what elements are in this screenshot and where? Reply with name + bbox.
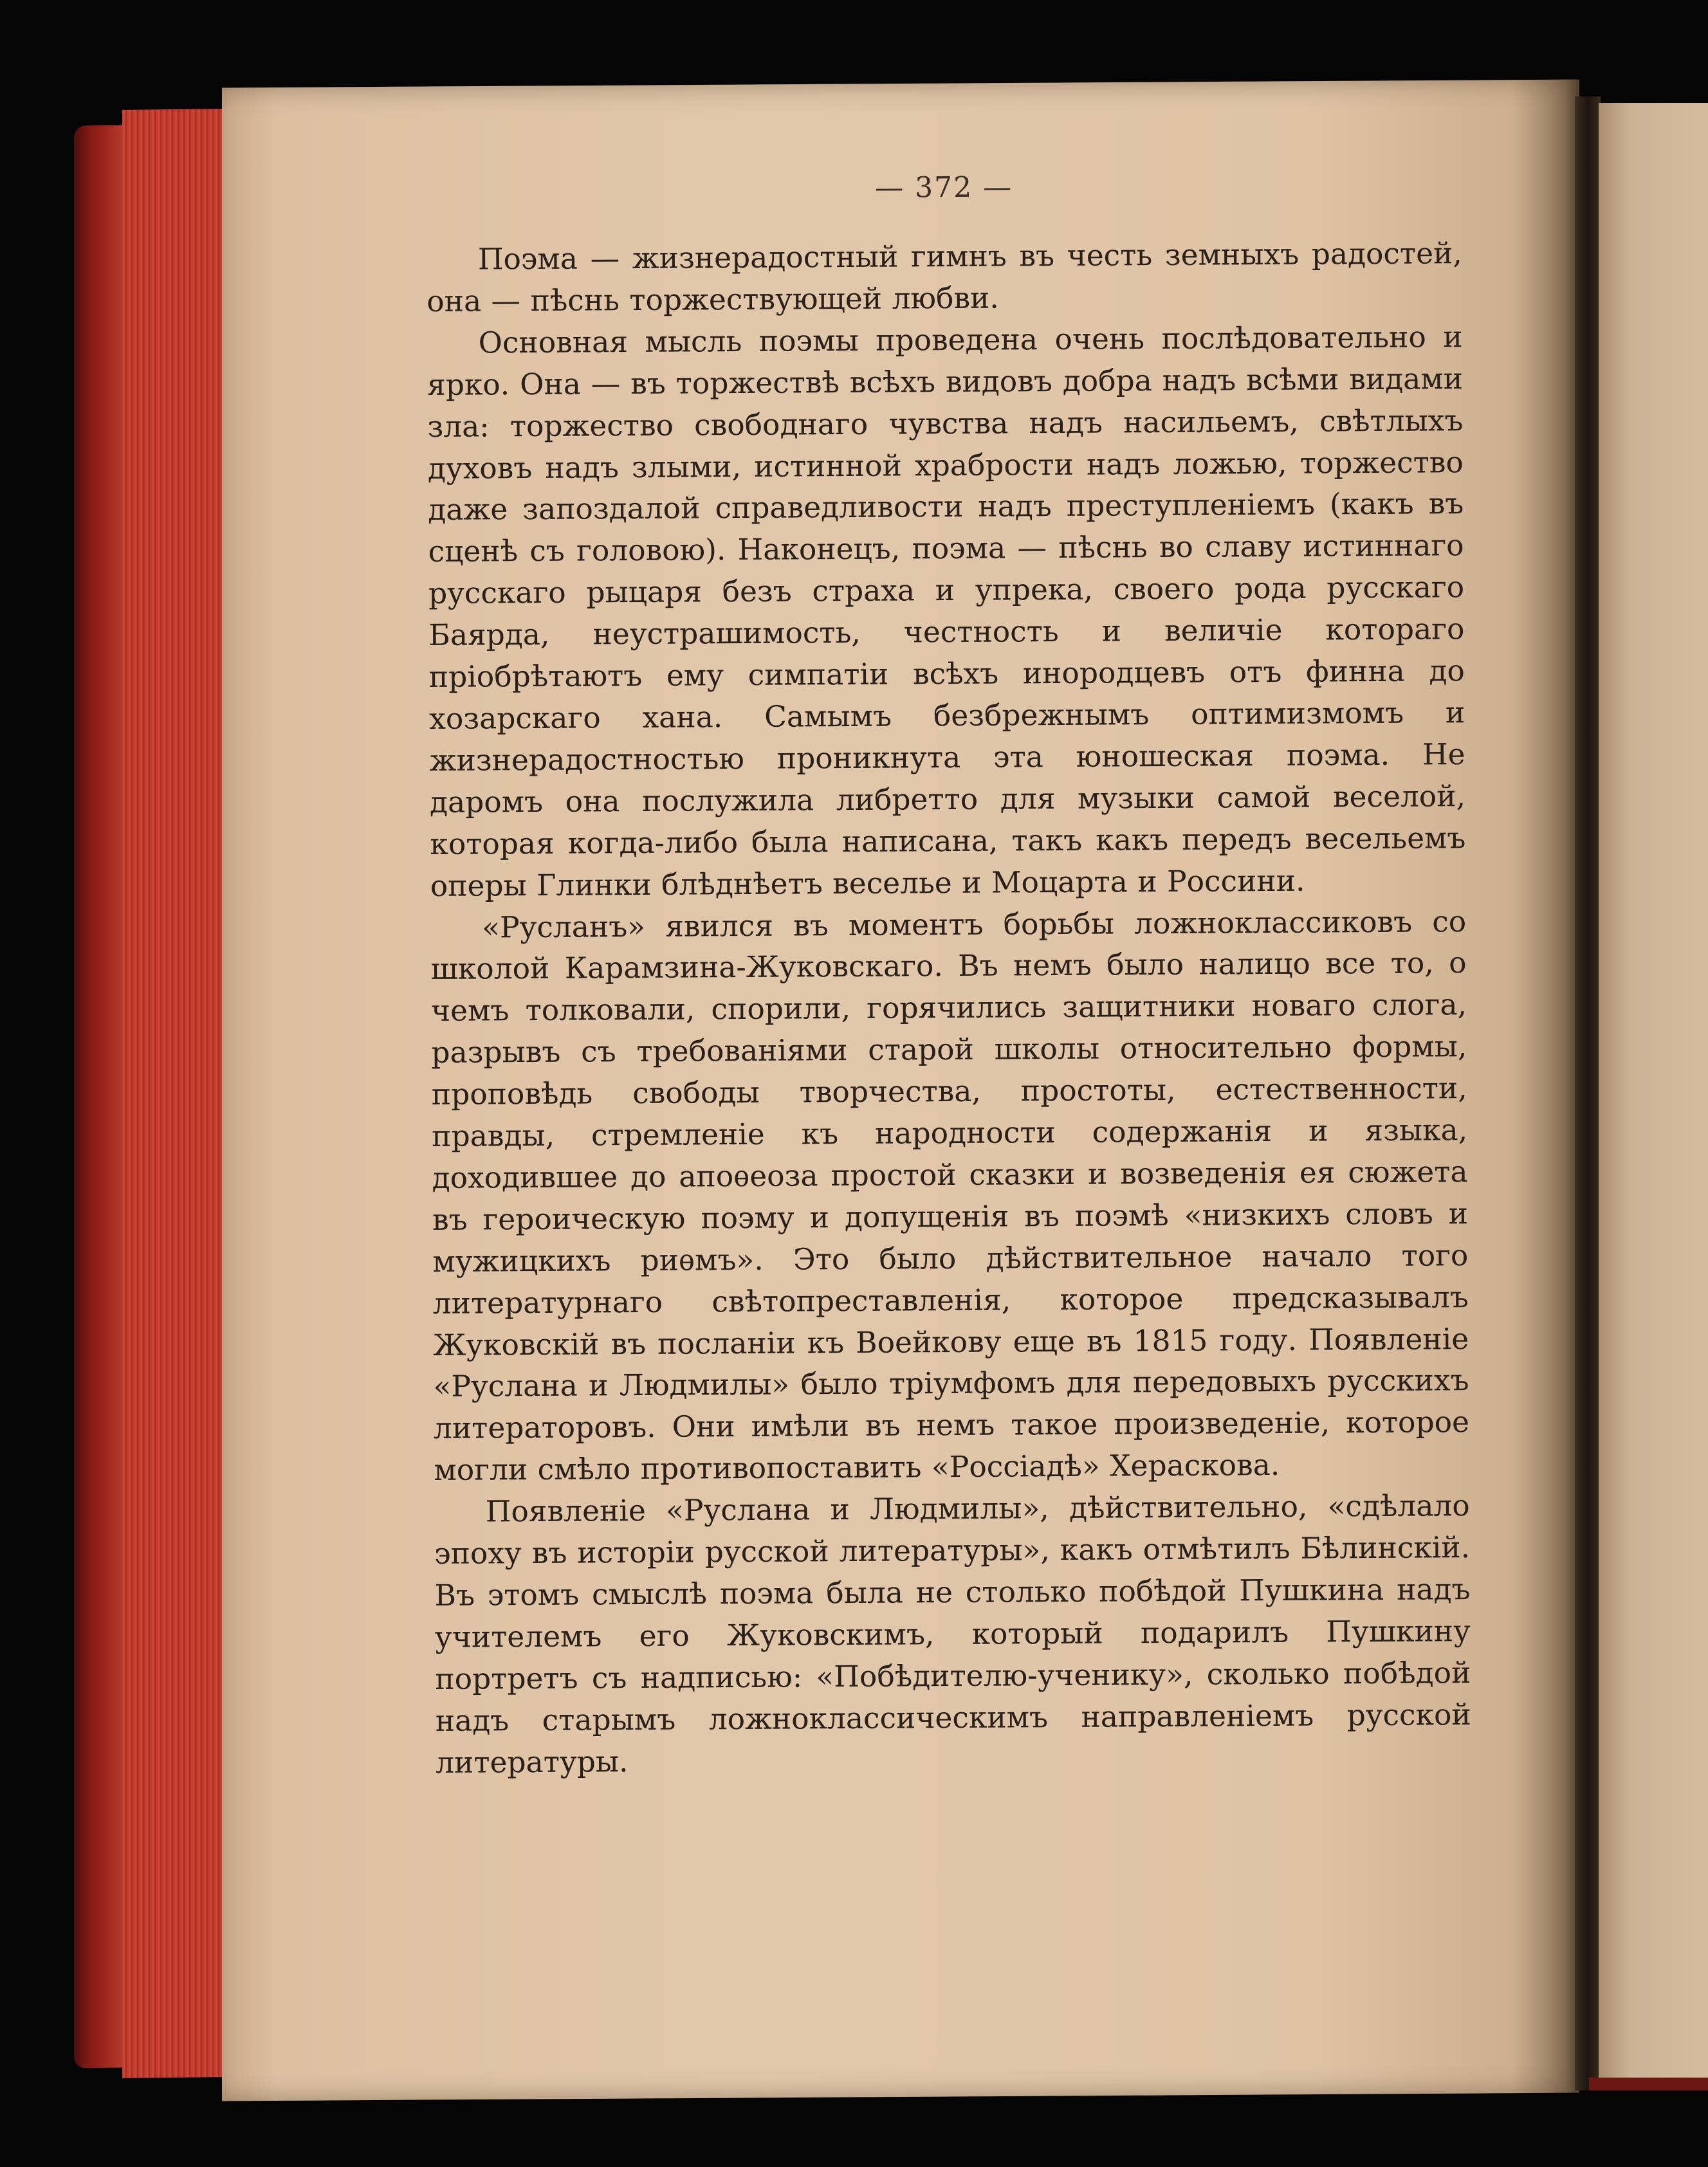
paragraph-2: Основная мысль поэмы проведена очень послѣдовательно и ярко. Она — въ торжествѣ всѣхъ видовъ добра надъ всѣми видами зла: торжество свободнаго чувства надъ насильемъ, свѣтлыхъ духовъ надъ злыми, истинной храбрости надъ ложью, торжество даже запоздалой справедливости надъ преступленіемъ (какъ въ сценѣ съ головою). Наконецъ, поэма — пѣснь во славу истиннаго русскаго рыцаря безъ страха и упрека, своего рода русскаго Баярда, неустрашимость, честность и величіе котораго пріобрѣтаютъ ему симпатіи всѣхъ инородцевъ отъ финна до хозарскаго хана. Самымъ безбрежнымъ оптимизмомъ и жизнерадостностью проникнута эта юношеская поэма. Не даромъ она послужила либретто для музыки самой веселой, которая когда-либо была написана, такъ какъ передъ весельемъ оперы Глинки блѣднѣетъ веселье и Моцарта и Россини. [427,319,1466,903]
page-number: — 372 — [875,170,1013,205]
paragraph-1: Поэма — жизнерадостный гимнъ въ честь земныхъ радостей, она — пѣснь торжествующей любви. [427,236,1462,318]
book-gutter [1575,96,1601,2090]
page-text-block [426,162,1471,1784]
facing-page-red-edge [1589,2078,1708,2090]
book-edge-red-outer [74,125,122,2068]
paragraph-3: «Русланъ» явился въ моментъ борьбы ложноклассиковъ со школой Карамзина-Жуковскаго. Въ немъ было налицо все то, о чемъ толковали, спорили, горячились защитники новаго слога, разрывъ съ требованіями старой школы относительно формы, проповѣдь свободы творчества, простоты, естественности, правды, стремленіе къ народности содержанія и языка, доходившее до апоѳеоза простой сказки и возведенія ея сюжета въ героическую поэму и допущенія въ поэмѣ «низкихъ словъ и мужицкихъ риѳмъ». Это было дѣйствительное начало того литературнаго свѣтопреставленія, которое предсказывалъ Жуковскій въ посланіи къ Воейкову еще въ 1815 году. Появленіе «Руслана и Людмилы» было тріумфомъ для передовыхъ русскихъ литераторовъ. Они имѣли въ немъ такое произведеніе, которое могли смѣло противопоставить «Россіадѣ» Хераскова. [430,904,1470,1488]
paragraph-4: Появленіе «Руслана и Людмилы», дѣйствительно, «сдѣлало эпоху въ исторіи русской литературы», какъ отмѣтилъ Бѣлинскій. Въ этомъ смыслѣ поэма была не столько побѣдой Пушкина надъ учителемъ его Жуковскимъ, который подарилъ Пушкину портретъ съ надписью: «Побѣдителю-ученику», сколько побѣдой надъ старымъ ложноклассическимъ направленіемъ русской литературы. [434,1488,1471,1780]
facing-page-edge [1599,103,1708,2084]
book-edge-red-pages [122,109,225,2078]
